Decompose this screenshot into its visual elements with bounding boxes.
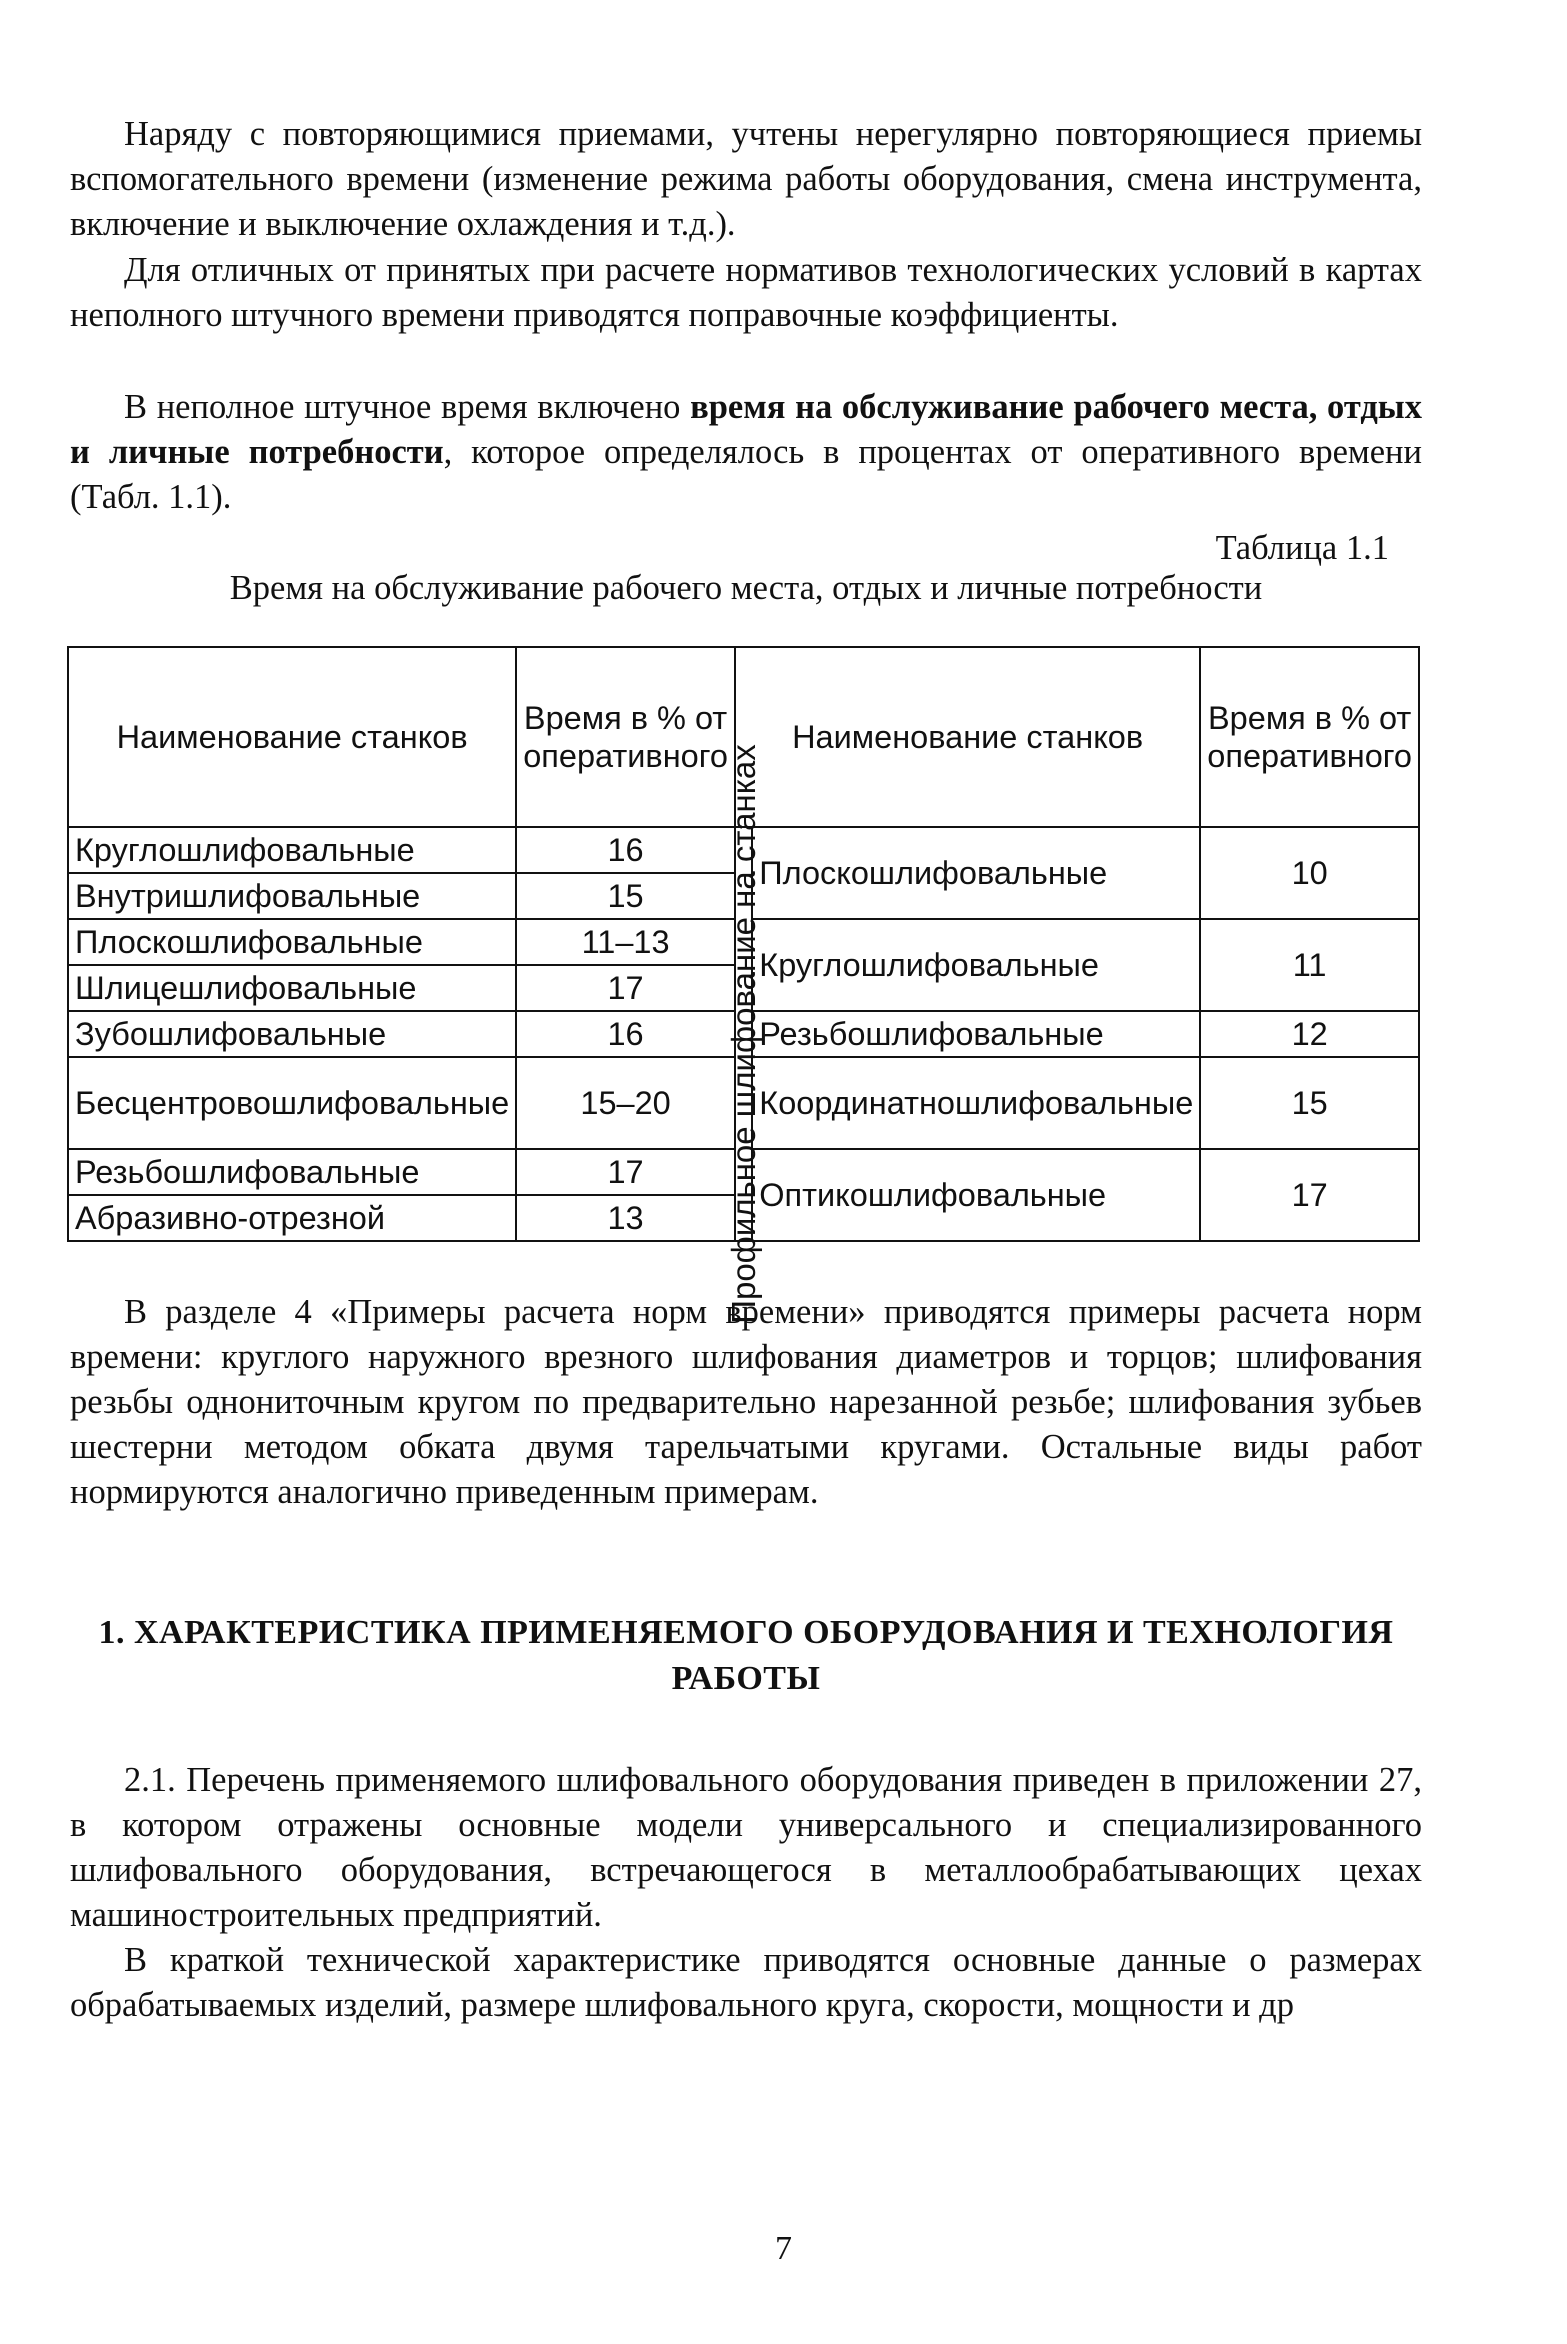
right-machine-name: Оптикошлифовальные xyxy=(752,1149,1200,1241)
right-time-value: 15 xyxy=(1200,1057,1419,1149)
left-machine-name: Бесцентровошлифовальные xyxy=(68,1057,516,1149)
paragraph-5: 2.1. Перечень применяемого шлифовального оборудования приведен в приложении 27, в котором отражены основные модели универсального и специализированного шлифовального оборудования, встречающегося в металлообрабатывающих цехах машиностроительных предприятий. xyxy=(70,1761,1422,1934)
left-time-value: 15–20 xyxy=(516,1057,735,1149)
table-row xyxy=(68,827,1419,873)
vertical-group-cell xyxy=(724,744,762,1324)
service-time-table xyxy=(67,646,1420,1324)
left-machine-name: Внутришлифовальные xyxy=(68,873,516,919)
left-time-value: 11–13 xyxy=(516,919,735,965)
left-time-value: 17 xyxy=(516,965,735,1011)
right-machine-name: Плоскошлифовальные xyxy=(752,827,1200,919)
right-machine-name: Координатношлифовальные xyxy=(752,1057,1200,1149)
header-name-left: Наименование станков xyxy=(68,647,516,827)
left-time-value: 17 xyxy=(516,1149,735,1195)
right-machine-name: Круглошлифовальные xyxy=(752,919,1200,1011)
left-time-value: 16 xyxy=(516,1011,735,1057)
header-time-right: Время в % от оперативного xyxy=(1200,647,1419,827)
section-heading: 1. ХАРАКТЕРИСТИКА ПРИМЕНЯЕМОГО ОБОРУДОВАНИЯ И ТЕХНОЛОГИЯ РАБОТЫ xyxy=(98,1614,1394,1697)
vertical-group-label: Профильное шлифование на станках xyxy=(724,744,762,1324)
right-time-value: 10 xyxy=(1200,827,1419,919)
left-machine-name: Шлицешлифовальные xyxy=(68,965,516,1011)
paragraph-3-bold: время на обслуживание рабочего места, отдых и личные потребности xyxy=(70,388,1422,471)
right-machine-name: Резьбошлифовальные xyxy=(752,1011,1200,1057)
table-title: Время на обслуживание рабочего места, отдых и личные потребности xyxy=(229,569,1263,607)
right-time-value: 11 xyxy=(1200,919,1419,1011)
right-time-value: 12 xyxy=(1200,1011,1419,1057)
left-time-value: 15 xyxy=(516,873,735,919)
paragraph-3-text-a: В неполное штучное время включено xyxy=(124,388,691,426)
right-time-value: 17 xyxy=(1200,1149,1419,1241)
left-machine-name: Плоскошлифовальные xyxy=(68,919,516,965)
paragraph-1: Наряду с повторяющимися приемами, учтены нерегулярно повторяющиеся приемы вспомогательного времени (изменение режима работы оборудования, смена инструмента, включение и выключение охлаждения и т.д.). xyxy=(70,115,1422,243)
paragraph-2: Для отличных от принятых при расчете нормативов технологических условий в картах неполного штучного времени приводятся поправочные коэффициенты. xyxy=(70,251,1422,334)
left-time-value: 16 xyxy=(516,827,735,873)
page-number: 7 xyxy=(775,2230,792,2267)
paragraph-3-text-b: , которое определялось в процентах от оперативного времени (Табл. 1.1). xyxy=(70,433,1422,516)
paragraph-3 xyxy=(70,385,1422,520)
paragraph-4: В разделе 4 «Примеры расчета норм времени» приводятся примеры расчета норм времени: круглого наружного врезного шлифования диаметров и торцов; шлифования резьбы однониточным кругом по предварительно нарезанной резьбе; шлифования зубьев шестерни методом обката двумя тарельчатыми кругами. Остальные виды работ нормируются аналогично приведенным примерам. xyxy=(70,1293,1422,1511)
left-machine-name: Абразивно-отрезной xyxy=(68,1195,516,1241)
left-machine-name: Зубошлифовальные xyxy=(68,1011,516,1057)
paragraph-6: В краткой технической характеристике приводятся основные данные о размерах обрабатываемых изделий, размере шлифовального круга, скорости, мощности и др xyxy=(70,1941,1422,2024)
table-label: Таблица 1.1 xyxy=(1215,529,1389,567)
header-time-left: Время в % от оперативного xyxy=(516,647,735,827)
header-name-right: Наименование станков xyxy=(735,647,1200,827)
left-machine-name: Резьбошлифовальные xyxy=(68,1149,516,1195)
left-machine-name: Круглошлифовальные xyxy=(68,827,516,873)
left-time-value: 13 xyxy=(516,1195,735,1241)
